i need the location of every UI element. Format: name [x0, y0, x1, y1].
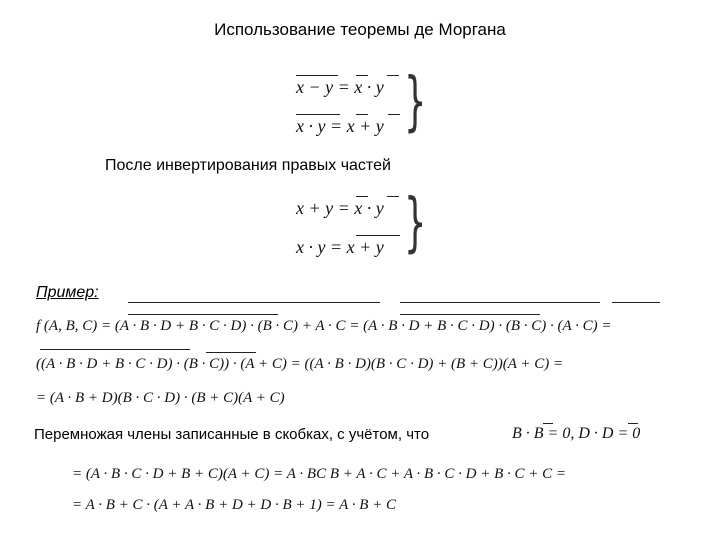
overline — [128, 302, 380, 303]
overline — [40, 349, 190, 350]
formula-line: = (A · B · C · D + B + C)(A + C) = A · BC B + A · C + A · B · C · D + B · C + C = — [72, 466, 567, 482]
formula-line: x − y = x · y — [296, 77, 384, 97]
overline — [296, 114, 340, 115]
overline — [356, 75, 368, 76]
right-brace-icon: } — [404, 65, 427, 139]
formula-line: = (A · B + D)(B · C · D) · (B + C)(A + C) — [36, 390, 285, 406]
overline — [296, 75, 338, 76]
overline — [628, 423, 638, 424]
formula-line: x · y = x + y — [296, 116, 384, 136]
formula-line: = A · B + C · (A + A · B + D + D · B + 1) = A · B + C — [72, 497, 397, 513]
overline — [356, 235, 400, 236]
formula-line: x + y = x · y — [296, 198, 384, 218]
formula-line: x · y = x + y — [296, 237, 384, 257]
overline — [388, 114, 400, 115]
after-invert-heading: После инвертирования правых частей — [105, 157, 391, 174]
overline — [400, 302, 600, 303]
overline — [387, 196, 399, 197]
right-brace-icon: } — [404, 186, 427, 260]
overline — [400, 314, 540, 315]
overline — [128, 314, 278, 315]
overline — [612, 302, 660, 303]
overline — [543, 423, 553, 424]
example-heading: Пример: — [36, 284, 99, 301]
overline — [356, 196, 368, 197]
formula-line: ((A · B · D + B · C · D) · (B · C)) · (A + C) = ((A · B · D)(B · C · D) + (B + C))(A + C) = — [36, 356, 564, 372]
overline — [356, 114, 368, 115]
multiply-heading: Перемножая члены записанные в скобках, с учётом, что — [34, 426, 430, 443]
identity-formula: B · B = 0, D · D = 0 — [512, 425, 641, 442]
overline — [387, 75, 399, 76]
overline — [206, 352, 256, 353]
page-title: Использование теоремы де Моргана — [214, 20, 506, 39]
formula-line: f (A, B, C) = (A · B · D + B · C · D) · (B · C) + A · C = (A · B · D + B · C · D) · (B · C) · (A · C) = — [36, 318, 612, 334]
